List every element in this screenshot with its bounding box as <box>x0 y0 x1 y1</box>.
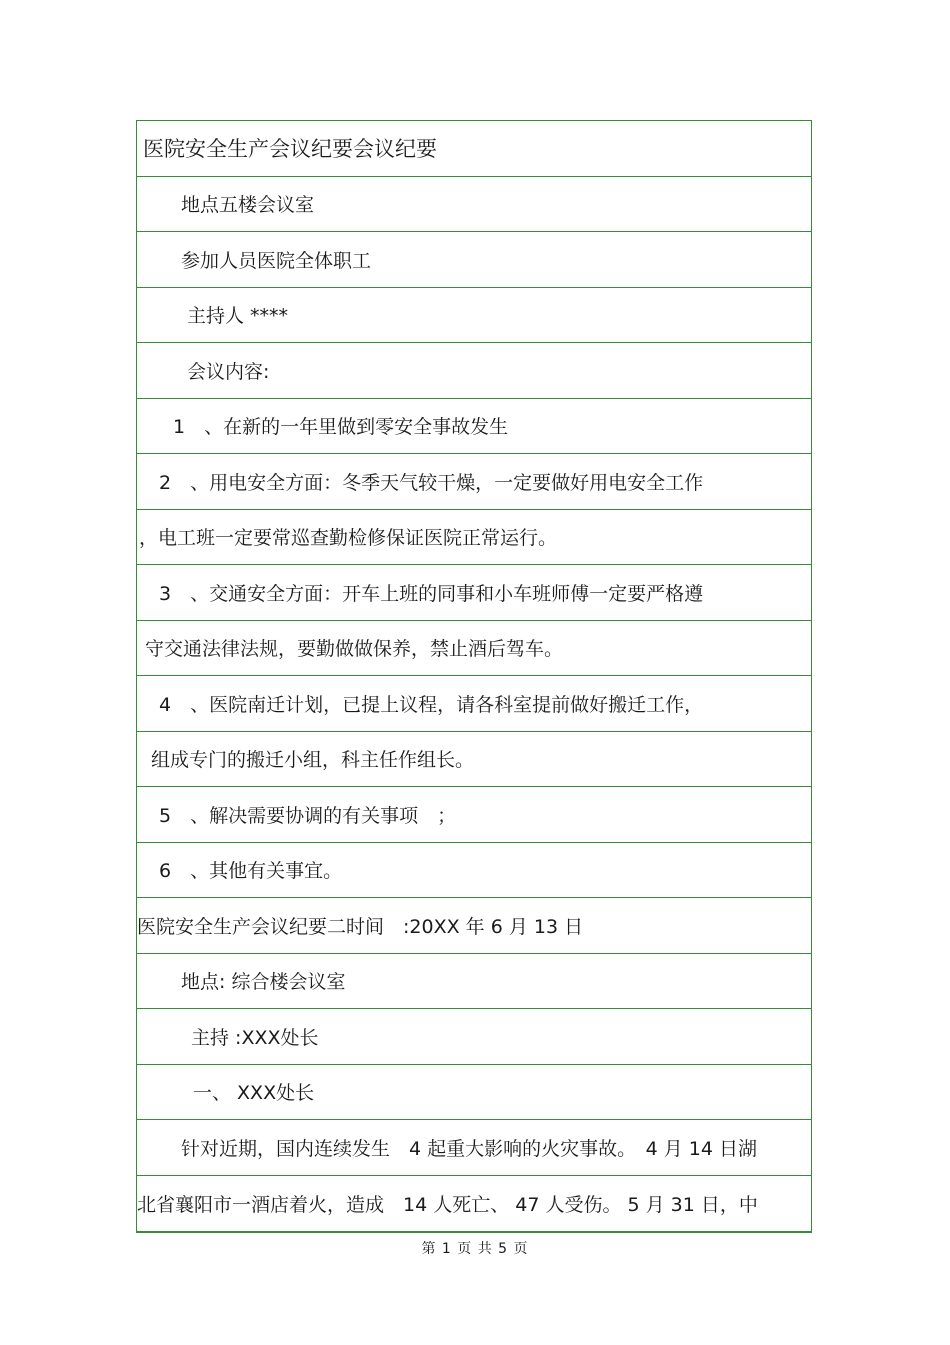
item-6: 6 、其他有关事宜。 <box>137 843 811 899</box>
body-paragraph-line-2: 北省襄阳市一酒店着火，造成 14 人死亡、 47 人受伤。 5 月 31 日，中 <box>137 1193 758 1216</box>
section-one-heading: 一、 XXX处长 <box>137 1065 811 1121</box>
item-2: 2 、用电安全方面：冬季天气较干燥，一定要做好用电安全工作 <box>137 454 811 510</box>
second-location-row: 地点: 综合楼会议室 <box>137 954 811 1010</box>
page-footer <box>0 1238 950 1258</box>
item-4-continued: 组成专门的搬迁小组，科主任作组长。 <box>137 732 811 788</box>
document-table <box>136 120 812 1233</box>
item-2-continued: ，电工班一定要常巡查勤检修保证医院正常运行。 <box>137 510 811 566</box>
item-1: 1 、在新的一年里做到零安全事故发生 <box>137 399 811 455</box>
item-3: 3 、交通安全方面：开车上班的同事和小车班师傅一定要严格遵 <box>137 565 811 621</box>
attendees-row: 参加人员医院全体职工 <box>137 232 811 288</box>
host-row: 主持人 **** <box>137 288 811 344</box>
item-3-continued: 守交通法律法规，要勤做做保养，禁止酒后驾车。 <box>137 621 811 677</box>
location-row: 地点五楼会议室 <box>137 177 811 233</box>
page-number-label: 第 1 页 共 5 页 <box>421 1241 529 1257</box>
item-5: 5 、解决需要协调的有关事项 ； <box>137 787 811 843</box>
second-minutes-time-row: 医院安全生产会议纪要二时间 :20XX 年 6 月 13 日 <box>137 898 811 954</box>
second-host-row: 主持 :XXX处长 <box>137 1009 811 1065</box>
item-4: 4 、医院南迁计划，已提上议程，请各科室提前做好搬迁工作， <box>137 676 811 732</box>
document-title: 医院安全生产会议纪要会议纪要 <box>137 121 811 177</box>
meeting-content-heading: 会议内容: <box>137 343 811 399</box>
body-paragraph-line-1: 针对近期，国内连续发生 4 起重大影响的火灾事故。 4 月 14 日湖 <box>137 1120 811 1176</box>
